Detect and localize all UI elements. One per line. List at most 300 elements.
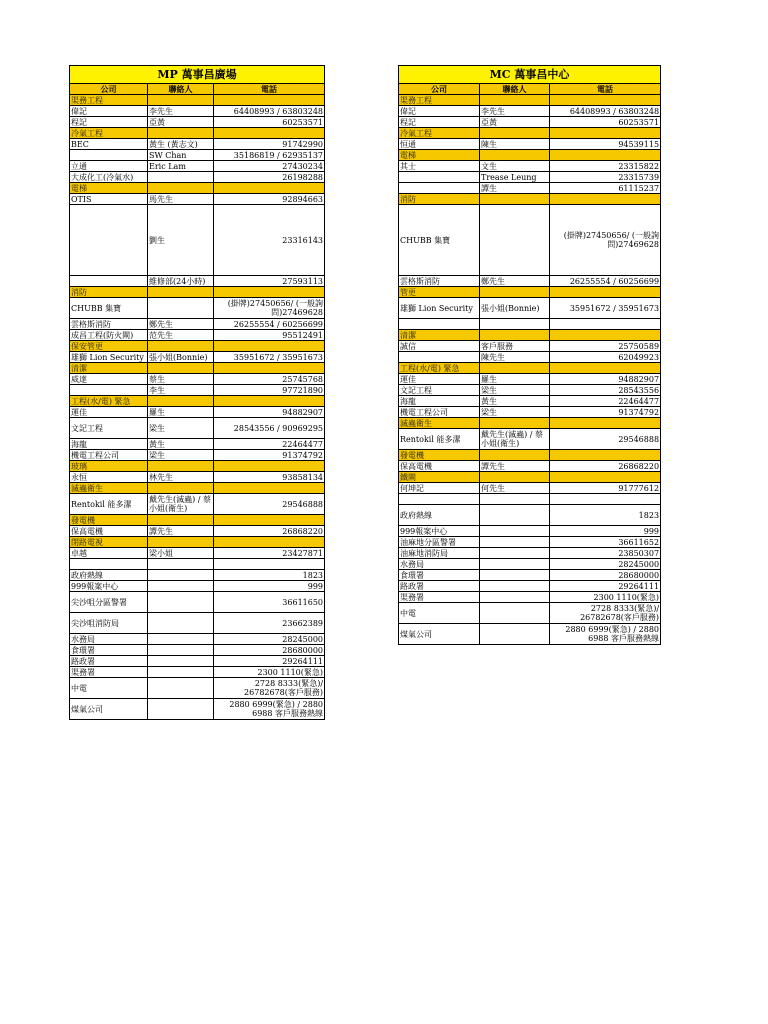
- phone-cell: 91374792: [550, 407, 661, 418]
- header-phone: 電話: [550, 84, 661, 95]
- company-cell: 何坤記: [399, 483, 480, 494]
- contact-cell: 黃生: [480, 396, 550, 407]
- contact-cell: SW Chan: [148, 150, 214, 161]
- section-cell: [214, 515, 325, 526]
- contact-row: [70, 106, 325, 117]
- contact-cell: [480, 559, 550, 570]
- phone-cell: 60253571: [550, 117, 661, 128]
- company-cell: Rentokil 能多潔: [70, 494, 148, 515]
- section-cell: [480, 363, 550, 374]
- contact-cell: 黃生: [148, 439, 214, 450]
- phone-cell: [550, 319, 661, 330]
- contact-cell: 梁生: [148, 418, 214, 439]
- phone-cell: 999: [550, 526, 661, 537]
- phone-cell: 29264111: [550, 581, 661, 592]
- contact-cell: [148, 656, 214, 667]
- contact-row: [70, 374, 325, 385]
- section-label: 電梯: [70, 183, 148, 194]
- section-cell: [550, 450, 661, 461]
- phone-cell: 61115237: [550, 183, 661, 194]
- phone-cell: 64408993 / 63803248: [550, 106, 661, 117]
- phone-cell: 22464477: [550, 396, 661, 407]
- phone-cell: [214, 559, 325, 570]
- section-cell: [148, 461, 214, 472]
- phone-cell: 23315739: [550, 172, 661, 183]
- phone-cell: 28543556 / 90969295: [214, 418, 325, 439]
- contact-row: [399, 505, 661, 526]
- contact-cell: 范先生: [148, 330, 214, 341]
- section-cell: [550, 95, 661, 106]
- contact-cell: 鄭先生: [148, 319, 214, 330]
- contact-row: [399, 106, 661, 117]
- phone-cell: 27430234: [214, 161, 325, 172]
- section-row: [70, 483, 325, 494]
- contact-row: [70, 678, 325, 699]
- company-cell: 機電工程公司: [70, 450, 148, 461]
- company-cell: 海龍: [399, 396, 480, 407]
- company-cell: 運佳: [399, 374, 480, 385]
- section-cell: [550, 472, 661, 483]
- section-label: 渠務工程: [70, 95, 148, 106]
- contact-cell: [148, 634, 214, 645]
- company-cell: [399, 319, 480, 330]
- contact-cell: 客戶服務: [480, 341, 550, 352]
- phone-cell: 26868220: [550, 461, 661, 472]
- contact-row: [70, 319, 325, 330]
- contact-cell: [480, 537, 550, 548]
- contact-row: [399, 183, 661, 194]
- section-label: 發電機: [399, 450, 480, 461]
- company-cell: 水務局: [399, 559, 480, 570]
- contact-cell: [480, 581, 550, 592]
- section-cell: [148, 95, 214, 106]
- contact-cell: 蔡生: [148, 374, 214, 385]
- company-cell: [399, 183, 480, 194]
- section-cell: [214, 183, 325, 194]
- contact-cell: 何先生: [480, 483, 550, 494]
- company-cell: 運佳: [70, 407, 148, 418]
- contact-cell: [480, 624, 550, 645]
- section-label: 工程(水/電) 緊急: [399, 363, 480, 374]
- contact-cell: [480, 548, 550, 559]
- contact-cell: [480, 319, 550, 330]
- contact-row: [70, 385, 325, 396]
- phone-cell: 35951672 / 35951673: [550, 298, 661, 319]
- contact-cell: [148, 699, 214, 720]
- section-cell: [214, 537, 325, 548]
- phone-cell: 2300 1110(緊急): [550, 592, 661, 603]
- contact-cell: [480, 570, 550, 581]
- contact-cell: [480, 603, 550, 624]
- section-row: [399, 95, 661, 106]
- mc-title: MC 萬事昌中心: [399, 66, 661, 84]
- phone-cell: 27593113: [214, 276, 325, 287]
- company-cell: 威達: [70, 374, 148, 385]
- section-row: [399, 128, 661, 139]
- phone-cell: [550, 494, 661, 505]
- contact-cell: [148, 172, 214, 183]
- company-cell: 政府熱線: [70, 570, 148, 581]
- phone-cell: 23427871: [214, 548, 325, 559]
- company-cell: 雲格斯消防: [70, 319, 148, 330]
- section-row: [70, 287, 325, 298]
- contact-cell: 李生: [148, 385, 214, 396]
- contact-cell: [148, 678, 214, 699]
- company-cell: 油麻地分區警署: [399, 537, 480, 548]
- contact-row: [70, 161, 325, 172]
- section-row: [399, 194, 661, 205]
- phone-cell: 91777612: [550, 483, 661, 494]
- contact-row: [399, 276, 661, 287]
- section-label: 消防: [70, 287, 148, 298]
- section-row: [399, 450, 661, 461]
- company-cell: [70, 559, 148, 570]
- phone-cell: 28245000: [550, 559, 661, 570]
- contact-cell: 譚生: [480, 183, 550, 194]
- section-cell: [550, 363, 661, 374]
- phone-cell: 23315822: [550, 161, 661, 172]
- contact-row: [399, 172, 661, 183]
- section-row: [399, 330, 661, 341]
- company-cell: 卓越: [70, 548, 148, 559]
- section-cell: [148, 396, 214, 407]
- phone-cell: 2880 6999(緊急) / 2880 6988 客戶服務熱線: [214, 699, 325, 720]
- section-cell: [148, 363, 214, 374]
- phone-cell: 36611650: [214, 592, 325, 613]
- contact-cell: 陳生: [480, 139, 550, 150]
- phone-cell: 22464477: [214, 439, 325, 450]
- mp-title: MP 萬事昌廣場: [70, 66, 325, 84]
- contact-row: [399, 352, 661, 363]
- contact-cell: [148, 298, 214, 319]
- company-cell: 誠信: [399, 341, 480, 352]
- section-cell: [550, 287, 661, 298]
- header-phone: 電話: [214, 84, 325, 95]
- company-cell: 煤氣公司: [399, 624, 480, 645]
- phone-cell: 29264111: [214, 656, 325, 667]
- contact-row: [70, 613, 325, 634]
- section-row: [70, 537, 325, 548]
- company-cell: 程記: [70, 117, 148, 128]
- phone-cell: (掛牌)27450656/ (一般詢問)27469628: [214, 298, 325, 319]
- phone-cell: 60253571: [214, 117, 325, 128]
- section-row: [399, 472, 661, 483]
- phone-cell: 35951672 / 35951673: [214, 352, 325, 363]
- company-cell: [70, 385, 148, 396]
- company-cell: 999報案中心: [70, 581, 148, 592]
- company-cell: CHUBB 集寶: [70, 298, 148, 319]
- company-cell: [399, 172, 480, 183]
- section-label: 清潔: [399, 330, 480, 341]
- section-label: 玻璃: [70, 461, 148, 472]
- contact-cell: [480, 505, 550, 526]
- header-contact: 聯絡人: [148, 84, 214, 95]
- company-cell: 渠務署: [399, 592, 480, 603]
- company-cell: 文記工程: [70, 418, 148, 439]
- contact-row: [70, 194, 325, 205]
- company-cell: 保高電機: [70, 526, 148, 537]
- contact-cell: [148, 667, 214, 678]
- contact-row: [70, 330, 325, 341]
- contact-cell: 羅生: [480, 374, 550, 385]
- mp-header-row: [70, 84, 325, 95]
- section-label: 滅蟲衛生: [70, 483, 148, 494]
- header-company: 公司: [70, 84, 148, 95]
- contact-cell: 鄭先生: [480, 276, 550, 287]
- phone-cell: 97721890: [214, 385, 325, 396]
- company-cell: 路政署: [399, 581, 480, 592]
- contact-cell: 亞黃: [480, 117, 550, 128]
- contact-cell: 林先生: [148, 472, 214, 483]
- section-row: [399, 418, 661, 429]
- phone-cell: 2300 1110(緊急): [214, 667, 325, 678]
- section-row: [399, 150, 661, 161]
- company-cell: Rentokil 能多潔: [399, 429, 480, 450]
- section-label: 工程(水/電) 緊急: [70, 396, 148, 407]
- contact-row: [399, 341, 661, 352]
- contact-row: [399, 139, 661, 150]
- contact-cell: 亞黃: [148, 117, 214, 128]
- contact-row: [399, 319, 661, 330]
- section-cell: [148, 341, 214, 352]
- contact-row: [399, 429, 661, 450]
- company-cell: 雲格斯消防: [399, 276, 480, 287]
- phone-cell: 1823: [214, 570, 325, 581]
- section-label: 管更: [399, 287, 480, 298]
- section-label: 發電機: [70, 515, 148, 526]
- contact-row: [70, 117, 325, 128]
- phone-cell: 1823: [550, 505, 661, 526]
- phone-cell: 2728 8333(緊急)/ 26782678(客戶服務): [550, 603, 661, 624]
- contact-row: [70, 656, 325, 667]
- phone-cell: 36611652: [550, 537, 661, 548]
- contact-row: [70, 172, 325, 183]
- phone-cell: 91374792: [214, 450, 325, 461]
- section-row: [70, 363, 325, 374]
- mc-contact-table: [398, 65, 661, 645]
- phone-cell: 95512491: [214, 330, 325, 341]
- phone-cell: 94539115: [550, 139, 661, 150]
- company-cell: 偉記: [70, 106, 148, 117]
- contact-cell: [480, 205, 550, 276]
- company-cell: 永恒: [70, 472, 148, 483]
- section-label: 滅蟲衛生: [399, 418, 480, 429]
- contact-row: [70, 205, 325, 276]
- company-cell: 食環署: [399, 570, 480, 581]
- contact-cell: [480, 494, 550, 505]
- company-cell: [399, 352, 480, 363]
- contact-cell: 黃生 (黃志文): [148, 139, 214, 150]
- contact-cell: [148, 592, 214, 613]
- section-cell: [214, 128, 325, 139]
- contact-cell: Eric Lam: [148, 161, 214, 172]
- phone-cell: 64408993 / 63803248: [214, 106, 325, 117]
- contact-row: [399, 603, 661, 624]
- section-cell: [148, 128, 214, 139]
- contact-cell: 劉生: [148, 205, 214, 276]
- contact-cell: [148, 581, 214, 592]
- phone-cell: 2880 6999(緊急) / 2880 6988 客戶服務熱線: [550, 624, 661, 645]
- section-label: 保安管更: [70, 341, 148, 352]
- section-cell: [480, 330, 550, 341]
- section-cell: [214, 363, 325, 374]
- section-cell: [214, 95, 325, 106]
- company-cell: BEC: [70, 139, 148, 150]
- contact-row: [399, 298, 661, 319]
- section-row: [70, 341, 325, 352]
- contact-row: [399, 559, 661, 570]
- phone-cell: 94882907: [550, 374, 661, 385]
- company-cell: [399, 494, 480, 505]
- section-label: 閉路電視: [70, 537, 148, 548]
- section-label: 清潔: [70, 363, 148, 374]
- phone-cell: 26255554 / 60256699: [550, 276, 661, 287]
- section-row: [70, 396, 325, 407]
- header-company: 公司: [399, 84, 480, 95]
- phone-cell: 28543556: [550, 385, 661, 396]
- company-cell: [70, 276, 148, 287]
- section-cell: [214, 483, 325, 494]
- mp-contact-table: [69, 65, 325, 720]
- contact-row: [70, 559, 325, 570]
- section-cell: [480, 418, 550, 429]
- phone-cell: 28680000: [550, 570, 661, 581]
- contact-cell: 戴先生(滅蟲) / 蔡小姐(衛生): [148, 494, 214, 515]
- contact-row: [399, 548, 661, 559]
- contact-row: [70, 645, 325, 656]
- phone-cell: 26255554 / 60256699: [214, 319, 325, 330]
- contact-cell: 陳先生: [480, 352, 550, 363]
- contact-row: [399, 374, 661, 385]
- section-cell: [148, 515, 214, 526]
- phone-cell: 93858134: [214, 472, 325, 483]
- company-cell: 路政署: [70, 656, 148, 667]
- section-row: [70, 95, 325, 106]
- contact-row: [399, 624, 661, 645]
- section-cell: [480, 150, 550, 161]
- contact-row: [70, 634, 325, 645]
- section-cell: [480, 287, 550, 298]
- phone-cell: (掛牌)27450656/ (一般詢問)27469628: [550, 205, 661, 276]
- contact-row: [399, 407, 661, 418]
- section-cell: [214, 396, 325, 407]
- phone-cell: 2728 8333(緊急)/ 26782678(客戶服務): [214, 678, 325, 699]
- company-cell: 機電工程公司: [399, 407, 480, 418]
- contact-cell: 張小姐(Bonnie): [480, 298, 550, 319]
- contact-cell: 李先生: [480, 106, 550, 117]
- phone-cell: 28680000: [214, 645, 325, 656]
- phone-cell: 29546888: [550, 429, 661, 450]
- company-cell: 渠務署: [70, 667, 148, 678]
- company-cell: 油麻地消防局: [399, 548, 480, 559]
- contact-row: [70, 494, 325, 515]
- company-cell: 成昌工程(防火閘): [70, 330, 148, 341]
- company-cell: 食環署: [70, 645, 148, 656]
- section-cell: [550, 330, 661, 341]
- phone-cell: 35186819 / 62935137: [214, 150, 325, 161]
- contact-row: [70, 581, 325, 592]
- company-cell: 海龍: [70, 439, 148, 450]
- contact-cell: [480, 526, 550, 537]
- section-row: [70, 128, 325, 139]
- contact-cell: 李先生: [148, 106, 214, 117]
- contact-row: [399, 396, 661, 407]
- section-label: 鐵閘: [399, 472, 480, 483]
- contact-cell: 戴先生(滅蟲) / 蔡小姐(衛生): [480, 429, 550, 450]
- contact-cell: 譚先生: [480, 461, 550, 472]
- phone-cell: 999: [214, 581, 325, 592]
- company-cell: 立通: [70, 161, 148, 172]
- company-cell: 尖沙咀消防局: [70, 613, 148, 634]
- contact-row: [70, 139, 325, 150]
- section-label: 冷氣工程: [70, 128, 148, 139]
- section-cell: [214, 341, 325, 352]
- contact-row: [70, 298, 325, 319]
- section-cell: [480, 95, 550, 106]
- section-cell: [148, 537, 214, 548]
- section-cell: [550, 194, 661, 205]
- section-cell: [148, 287, 214, 298]
- company-cell: 中電: [70, 678, 148, 699]
- contact-row: [70, 439, 325, 450]
- company-cell: 程記: [399, 117, 480, 128]
- phone-cell: 62049923: [550, 352, 661, 363]
- contact-cell: [148, 613, 214, 634]
- section-cell: [480, 128, 550, 139]
- section-label: 渠務工程: [399, 95, 480, 106]
- contact-cell: [148, 559, 214, 570]
- contact-cell: 張小姐(Bonnie): [148, 352, 214, 363]
- company-cell: 雄獅 Lion Security: [399, 298, 480, 319]
- contact-row: [399, 117, 661, 128]
- phone-cell: 28245000: [214, 634, 325, 645]
- contact-cell: [148, 570, 214, 581]
- phone-cell: 91742990: [214, 139, 325, 150]
- section-label: 冷氣工程: [399, 128, 480, 139]
- contact-row: [70, 592, 325, 613]
- contact-cell: 羅生: [148, 407, 214, 418]
- phone-cell: 23662389: [214, 613, 325, 634]
- contact-row: [399, 161, 661, 172]
- contact-row: [399, 526, 661, 537]
- contact-cell: 梁生: [148, 450, 214, 461]
- section-cell: [148, 483, 214, 494]
- contact-cell: 梁小姐: [148, 548, 214, 559]
- company-cell: 偉記: [399, 106, 480, 117]
- contact-row: [70, 667, 325, 678]
- company-cell: CHUBB 集寶: [399, 205, 480, 276]
- contact-cell: Trease Leung: [480, 172, 550, 183]
- contact-row: [70, 570, 325, 581]
- section-row: [70, 183, 325, 194]
- contact-row: [70, 526, 325, 537]
- phone-cell: 25745768: [214, 374, 325, 385]
- contact-cell: 梁生: [480, 385, 550, 396]
- contact-row: [399, 205, 661, 276]
- company-cell: 雄獅 Lion Security: [70, 352, 148, 363]
- contact-row: [70, 352, 325, 363]
- company-cell: OTIS: [70, 194, 148, 205]
- phone-cell: 23316143: [214, 205, 325, 276]
- contact-row: [70, 699, 325, 720]
- mc-header-row: [399, 84, 661, 95]
- company-cell: 文記工程: [399, 385, 480, 396]
- company-cell: 恒通: [399, 139, 480, 150]
- section-cell: [214, 287, 325, 298]
- contact-row: [70, 150, 325, 161]
- section-cell: [550, 128, 661, 139]
- contact-row: [70, 407, 325, 418]
